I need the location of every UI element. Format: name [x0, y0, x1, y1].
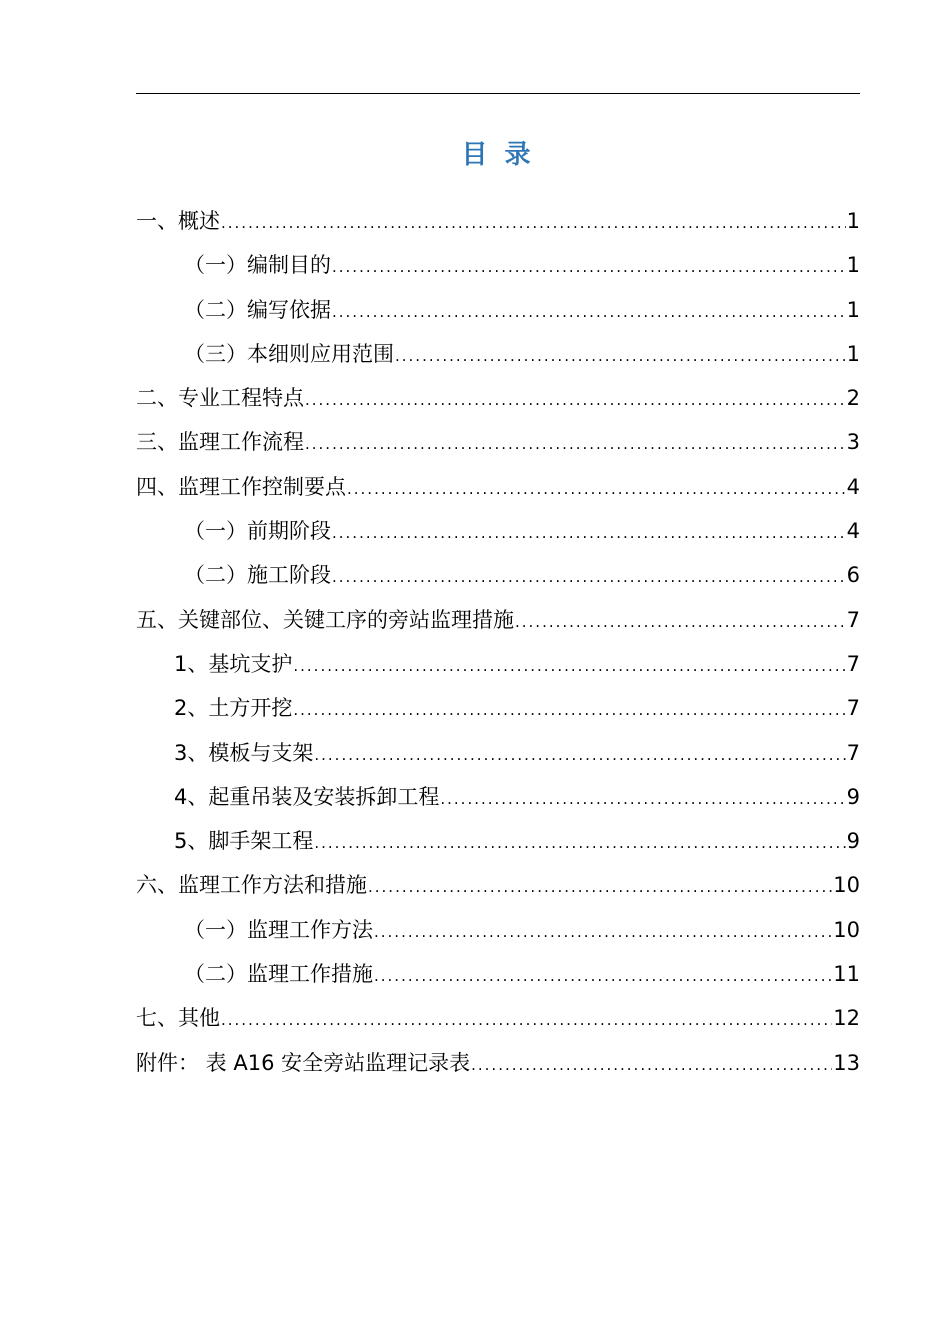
header-rule	[136, 93, 860, 94]
toc-entry-label: 2、土方开挖	[174, 696, 293, 721]
toc-page-number: 3	[846, 430, 860, 455]
toc-dot-leader	[293, 644, 845, 688]
toc-entry-label: 5、脚手架工程	[174, 829, 314, 854]
toc-page-number: 13	[833, 1050, 860, 1075]
toc-page-number: 10	[833, 873, 860, 898]
toc-dot-leader	[395, 334, 846, 378]
toc-entry[interactable]	[136, 553, 860, 597]
toc-entry-label: 附件： 表 A16 安全旁站监理记录表	[136, 1050, 471, 1075]
toc-entry[interactable]	[136, 775, 860, 819]
toc-dot-leader	[374, 910, 832, 954]
toc-entry[interactable]	[136, 598, 860, 642]
toc-entry[interactable]	[136, 332, 860, 376]
toc-entry-label: 四、监理工作控制要点	[136, 474, 346, 499]
toc-entry[interactable]	[136, 243, 860, 287]
toc-entry-label: 一、概述	[136, 209, 220, 233]
toc-entry[interactable]	[136, 465, 860, 509]
toc-dot-leader	[471, 1043, 832, 1087]
toc-page-number: 4	[846, 474, 860, 499]
toc-page-number: 7	[846, 740, 860, 765]
toc-page-number: 4	[846, 519, 860, 544]
toc-entry-label: 4、起重吊装及安装拆卸工程	[174, 784, 440, 809]
toc-dot-leader	[221, 201, 846, 245]
toc-entry[interactable]	[136, 863, 860, 907]
toc-entry-label: （一）编制目的	[184, 253, 331, 278]
toc-entry[interactable]	[136, 376, 860, 420]
toc-entry[interactable]	[136, 819, 860, 863]
toc-dot-leader	[347, 467, 846, 511]
toc-page-number: 1	[846, 253, 860, 278]
toc-dot-leader	[332, 555, 846, 599]
toc-dot-leader	[332, 245, 846, 289]
toc-page-number: 7	[846, 607, 860, 632]
toc-entry-label: （二）监理工作措施	[184, 962, 373, 987]
toc-dot-leader	[314, 821, 845, 865]
toc-entry-label: （一）监理工作方法	[184, 917, 373, 942]
toc-dot-leader	[368, 865, 832, 909]
toc-page-number: 7	[846, 651, 860, 676]
toc-entry[interactable]	[136, 199, 860, 243]
table-of-contents	[136, 199, 860, 1085]
toc-dot-leader	[440, 777, 845, 821]
toc-entry-label: （一）前期阶段	[184, 519, 331, 544]
toc-page-number: 7	[846, 696, 860, 721]
toc-page-number: 9	[846, 829, 860, 854]
toc-entry[interactable]	[136, 731, 860, 775]
toc-entry-label: （三）本细则应用范围	[184, 341, 394, 366]
toc-dot-leader	[305, 378, 846, 422]
toc-entry[interactable]	[136, 420, 860, 464]
toc-page-number: 10	[833, 917, 860, 942]
toc-entry[interactable]	[136, 1041, 860, 1085]
toc-dot-leader	[293, 688, 845, 732]
toc-dot-leader	[332, 511, 846, 555]
toc-page-number: 12	[833, 1006, 860, 1031]
toc-dot-leader	[374, 954, 832, 998]
toc-entry-label: 五、关键部位、关键工序的旁站监理措施	[136, 607, 514, 632]
toc-page-number: 11	[833, 962, 860, 987]
toc-entry-label: 二、专业工程特点	[136, 386, 304, 411]
toc-entry-label: 三、监理工作流程	[136, 430, 304, 455]
toc-page-number: 1	[846, 341, 860, 366]
toc-entry[interactable]	[136, 509, 860, 553]
toc-dot-leader	[314, 733, 845, 777]
toc-dot-leader	[332, 290, 846, 334]
toc-page-number: 1	[846, 209, 860, 233]
toc-dot-leader	[305, 422, 846, 466]
toc-entry-label: 七、其他	[136, 1006, 220, 1031]
toc-entry[interactable]	[136, 996, 860, 1040]
toc-entry-label: 1、基坑支护	[174, 651, 293, 676]
toc-dot-leader	[515, 600, 846, 644]
toc-dot-leader	[221, 998, 832, 1042]
toc-title: 目 录	[461, 140, 535, 170]
toc-entry[interactable]	[136, 642, 860, 686]
toc-page-number: 1	[846, 297, 860, 322]
toc-entry-label: （二）施工阶段	[184, 563, 331, 588]
toc-entry[interactable]	[136, 952, 860, 996]
toc-page-number: 2	[846, 386, 860, 411]
toc-entry-label: 3、模板与支架	[174, 740, 314, 765]
toc-page-number: 9	[846, 784, 860, 809]
toc-entry-label: （二）编写依据	[184, 297, 331, 322]
toc-entry[interactable]	[136, 908, 860, 952]
toc-entry[interactable]	[136, 686, 860, 730]
toc-entry[interactable]	[136, 288, 860, 332]
toc-entry-label: 六、监理工作方法和措施	[136, 873, 367, 898]
toc-page-number: 6	[846, 563, 860, 588]
